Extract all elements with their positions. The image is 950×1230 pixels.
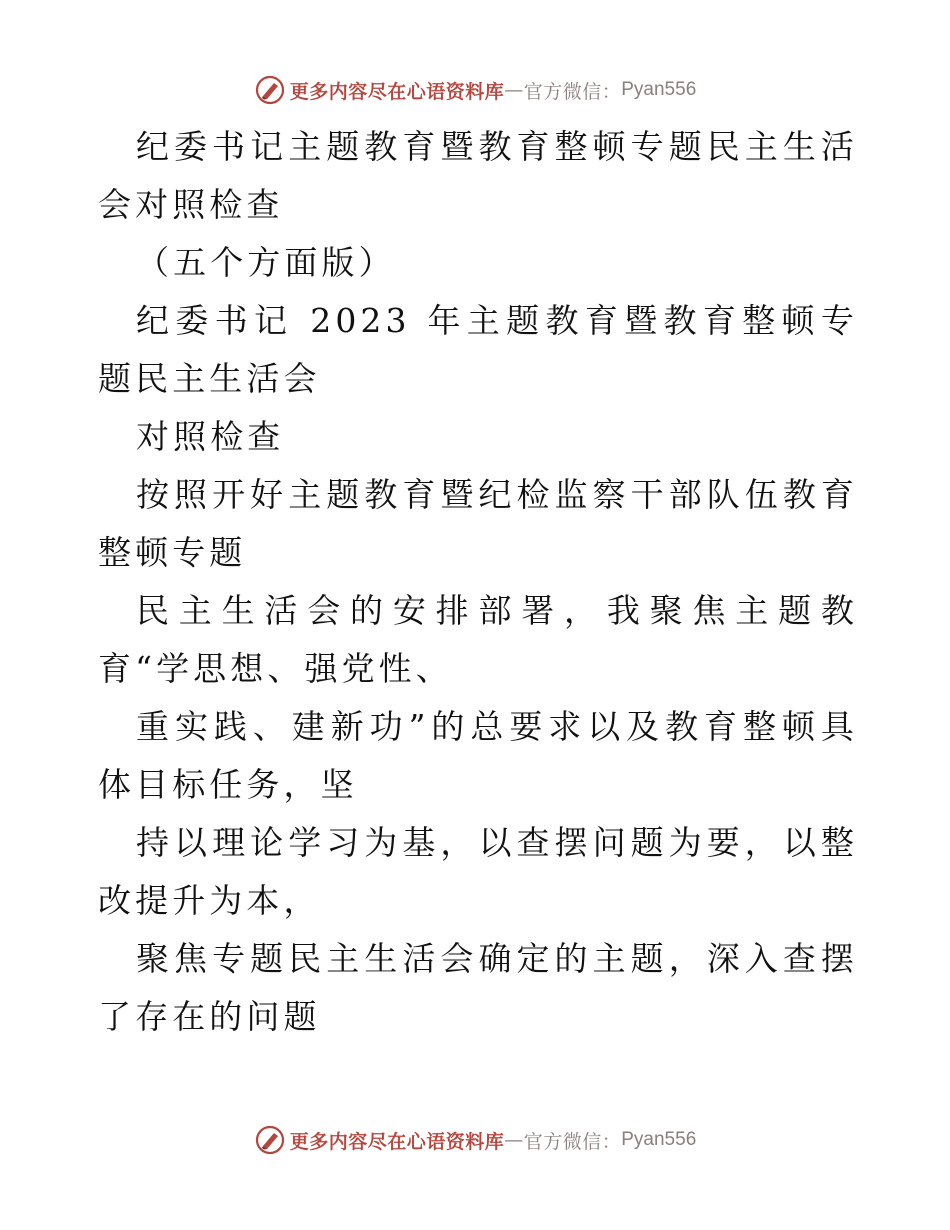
pen-logo-icon (254, 1124, 286, 1156)
watermark-wechat-id: Pyan556 (621, 79, 697, 100)
body-paragraph: 对照检查 (136, 417, 285, 456)
body-paragraph: 按照开好主题教育暨纪检监察干部队伍教育整顿专题 (98, 475, 858, 572)
body-paragraph: 重实践、建新功”的总要求以及教育整顿具体目标任务，坚 (98, 707, 858, 804)
watermark-wechat-id: Pyan556 (621, 1129, 697, 1150)
body-paragraph: 持以理论学习为基，以查摆问题为要，以整改提升为本， (98, 823, 858, 920)
document-body (98, 118, 858, 1046)
header-watermark (0, 70, 950, 110)
body-paragraph: 民主生活会的安排部署，我聚焦主题教育“学思想、强党性、 (98, 591, 858, 688)
watermark-dash: — (504, 79, 524, 101)
pen-logo-icon (254, 74, 286, 106)
watermark-wechat-label: 官方微信： (523, 80, 622, 103)
footer-watermark (0, 1120, 950, 1160)
document-title: 纪委书记主题教育暨教育整顿专题民主生活会对照检查 (98, 127, 858, 224)
watermark-wechat-label: 官方微信： (523, 1130, 622, 1153)
body-paragraph: 聚焦专题民主生活会确定的主题，深入查摆了存在的问题 (98, 939, 858, 1036)
document-subtitle: （五个方面版） (136, 243, 396, 282)
watermark-site-name: 更多内容尽在心语资料库 (289, 1130, 505, 1153)
body-paragraph: 纪委书记 2023 年主题教育暨教育整顿专题民主生活会 (98, 301, 858, 398)
watermark-dash: — (504, 1129, 524, 1151)
watermark-site-name: 更多内容尽在心语资料库 (289, 80, 505, 103)
